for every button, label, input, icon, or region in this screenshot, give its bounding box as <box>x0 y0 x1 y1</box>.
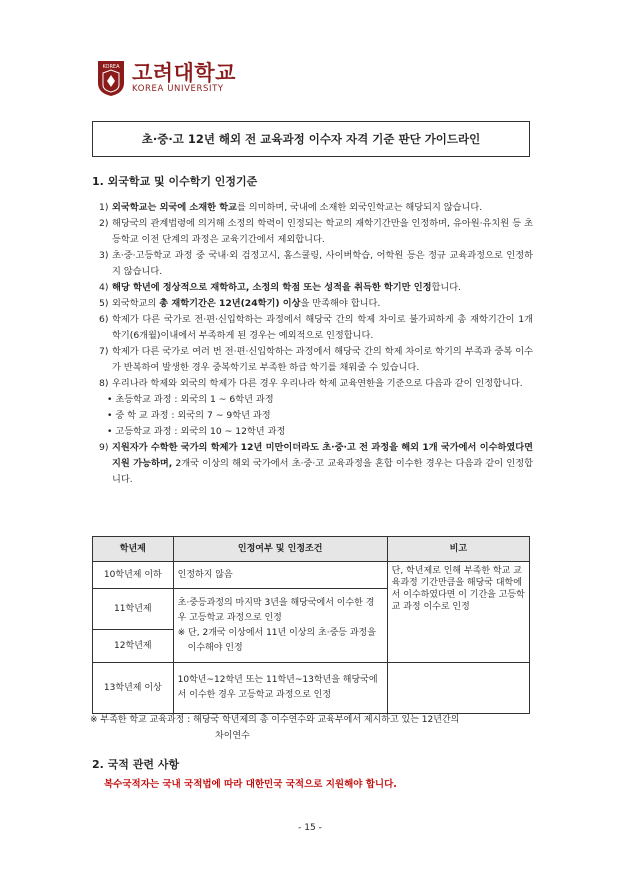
list-item: 9) 지원자가 수학한 국가의 학제가 12년 미만이더라도 초·중·고 전 과정을 해외 1개 국가에서 이수하였다면 지원 가능하며, 2개국 이상의 해외 국가에서 초·중·고 교육과정을 혼합 이수한 경우는 다음과 같이 인정합니다. <box>99 442 533 485</box>
section2-heading: 2. 국적 관련 사항 <box>92 758 180 771</box>
table-remark-cell: 단, 학년제로 인해 부족한 학교 교육과정 기간만큼을 해당국 대학에서 이수하였다면 이 기간을 고등학교 과정 이수로 인정 <box>387 562 529 663</box>
bullet-item: • 중 학 교 과정 : 외국의 7 ~ 9학년 과정 <box>107 410 271 421</box>
table-cell: 10학년~12학년 또는 11학년~13학년을 해당국에서 이수한 경우 고등학교 과정으로 인정 <box>173 663 387 714</box>
list-item: 8) 우리나라 학제와 외국의 학제가 다른 경우 우리나라 학제 교육연한을 기준으로 다음과 같이 인정합니다. <box>99 378 523 389</box>
table-cell: 13학년제 이상 <box>93 663 174 714</box>
list-item: 7) 학제가 다른 국가로 여러 번 전·편·신입학하는 과정에서 해당국 간의 학제 차이로 학기의 부족과 중복 이수가 반복하여 발생한 경우 중복학기로 부족한 하급 학기를 채워줄 수 있습니다. <box>99 346 533 373</box>
table-cell: 10학년제 이하 <box>93 562 174 589</box>
footnote-line: 차이연수 <box>215 731 250 741</box>
list-item: 4) 해당 학년에 정상적으로 재학하고, 소정의 학점 또는 성적을 취득한 학기만 인정합니다. <box>99 282 462 293</box>
table-header-row <box>93 537 530 562</box>
university-seal-icon <box>96 59 126 97</box>
table-cell: 12학년제 <box>93 630 174 663</box>
list-item: 5) 외국학교의 총 재학기간은 12년(24학기) 이상을 만족해야 합니다. <box>99 298 381 309</box>
list-item: 3) 초·중·고등학교 과정 중 국내·외 검정고시, 홈스쿨링, 사이버학습, 어학원 등은 정규 교육과정으로 인정하지 않습니다. <box>99 250 533 277</box>
university-logo <box>96 58 236 98</box>
seal-text: KOREA <box>102 64 120 70</box>
grade-system-table <box>92 536 530 714</box>
table-header-cell: 비고 <box>387 537 529 562</box>
footnote-line: ※ 부족한 학교 교육과정 : 해당국 학년제의 총 이수연수와 교육부에서 제시하고 있는 12년간의 <box>90 715 460 725</box>
condition-note: ※ 단, 2개국 이상에서 11년 이상의 초·중등 과정을 이수해야 인정 <box>177 627 376 653</box>
section1-heading: 1. 외국학교 및 이수학기 인정기준 <box>92 175 258 188</box>
bullet-item: • 초등학교 과정 : 외국의 1 ~ 6학년 과정 <box>107 394 274 405</box>
table-header-cell: 인정여부 및 인정조건 <box>173 537 387 562</box>
document-title: 초·중·고 12년 해외 전 교육과정 이수자 자격 기준 판단 가이드라인 <box>92 121 530 157</box>
table-cell <box>173 589 387 663</box>
list-item: 6) 학제가 다른 국가로 전·편·신입학하는 과정에서 해당국 간의 학제 차이로 불가피하게 총 재학기간이 1개 학기(6개월)이내에서 부족하게 된 경우는 예외적으로 인정합니다. <box>99 314 533 341</box>
logo-english-text: KOREA UNIVERSITY <box>132 83 224 94</box>
nationality-notice: 복수국적자는 국내 국적법에 따라 대한민국 국적으로 지원해야 합니다. <box>104 779 397 790</box>
bullet-item: • 고등학교 과정 : 외국의 10 ~ 12학년 과정 <box>107 426 286 437</box>
table-cell: 인정하지 않음 <box>173 562 387 589</box>
table-cell-empty <box>387 663 529 714</box>
table-header-cell: 학년제 <box>93 537 174 562</box>
page-number: - 15 - <box>298 823 322 833</box>
section1-items <box>99 200 533 488</box>
table-row <box>93 562 530 589</box>
table-row <box>93 663 530 714</box>
table-footnote <box>90 712 532 744</box>
logo-korean-text: 고려대학교 <box>132 60 236 85</box>
condition-text: 초·중등과정의 마지막 3년을 해당국에서 이수한 경우 고등학교 과정으로 인정 <box>177 597 375 623</box>
table-cell: 11학년제 <box>93 589 174 630</box>
list-item: 1) 외국학교는 외국에 소재한 학교를 의미하며, 국내에 소재한 외국인학교는 해당되지 않습니다. <box>99 202 483 213</box>
list-item: 2) 해당국의 관계법령에 의거해 소정의 학력이 인정되는 학교의 재학기간만을 인정하며, 유아원·유치원 등 초등학교 이전 단계의 과정은 교육기간에서 제외합니다. <box>99 218 533 245</box>
